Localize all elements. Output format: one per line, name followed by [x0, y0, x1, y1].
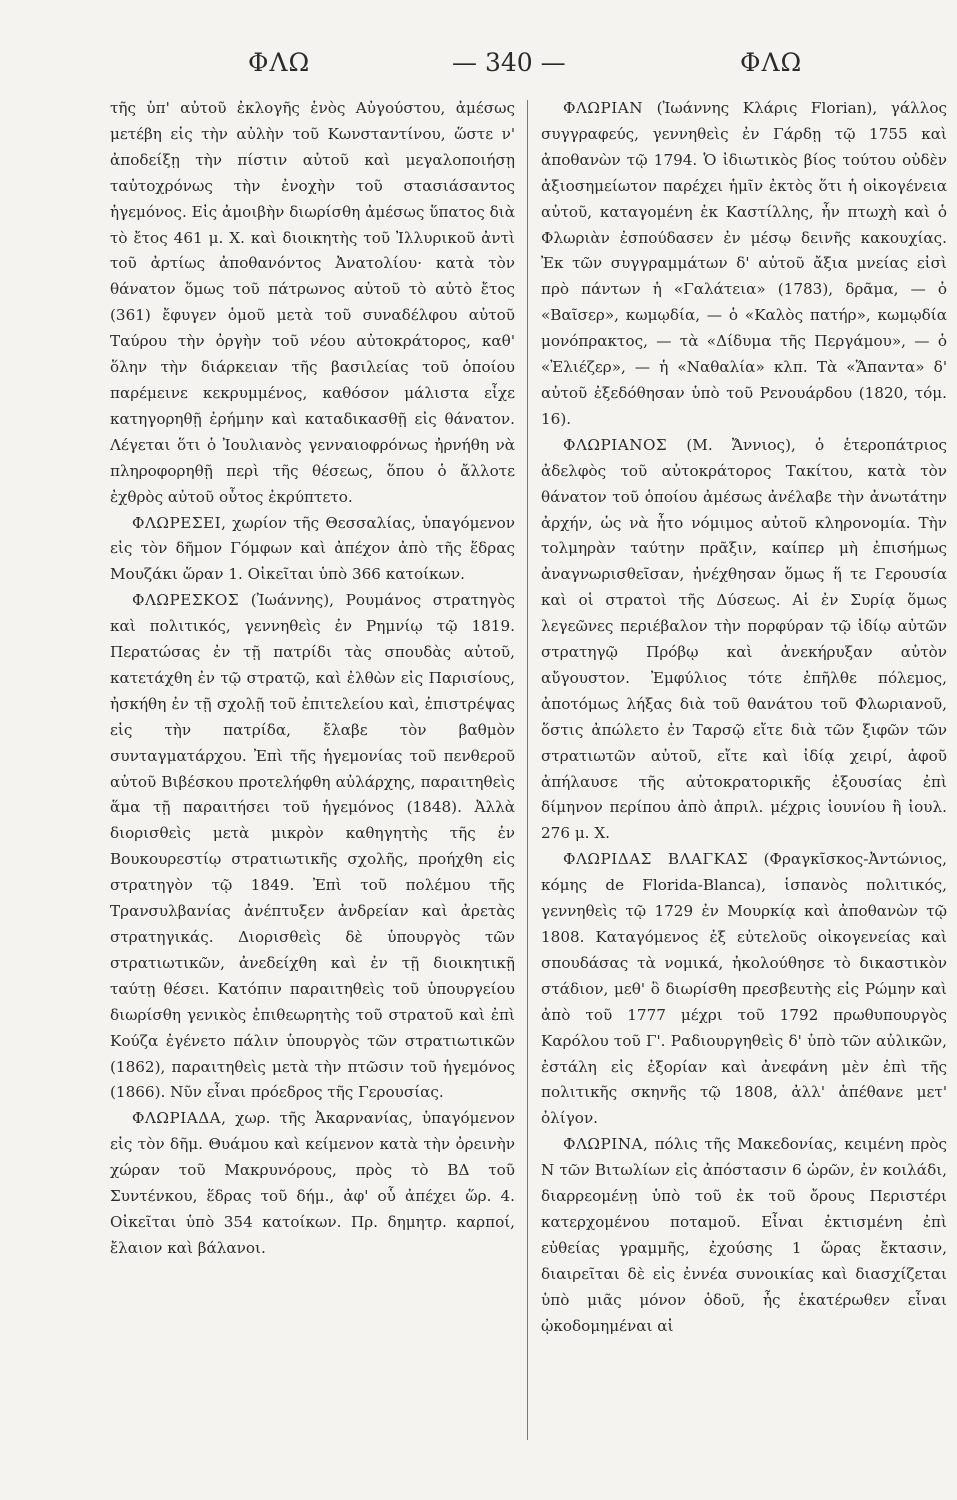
- entry-body: , χωρίον τῆς Θεσσαλίας, ὑπαγόμενον εἰς τὸν δῆμον Γόμφων καὶ ἀπέχον ἀπὸ τῆς ἕδρας Μουζάκι ὥραν 1. Οἰκεῖται ὑπὸ 366 κατοίκων.: [110, 513, 515, 584]
- running-header: [100, 48, 860, 92]
- entry-body: , πόλις τῆς Μακεδονίας, κειμένη πρὸς Ν τῶν Βιτωλίων εἰς ἀπόστασιν 6 ὡρῶν, ἐν κοιλάδι, διαρρεομένῃ ὑπὸ τοῦ ἐκ τοῦ ὄρους Περιστέρι κατερχομένου ποταμοῦ. Εἶναι ἐκτισμένη ἐπὶ εὐθείας γραμμῆς, ἐχούσης 1 ὥρας ἔκτασιν, διαιρεῖται δὲ εἰς ἐννέα συνοικίας καὶ διασχίζεται ὑπὸ μιᾶς μόνον ὁδοῦ, ἧς ἑκατέρωθεν εἶναι ᾠκοδομημέναι αἱ: [541, 1135, 947, 1335]
- entry-florina: [541, 1132, 947, 1339]
- right-running-headword: ΦΛΩ: [740, 48, 803, 77]
- entry-lemma: ΦΛΩΡΙΑΝΟΣ: [563, 435, 668, 454]
- entry-florianos: [541, 433, 947, 848]
- column-divider: [527, 100, 528, 1440]
- entry-body: (Ἰωάννης), Ρουμάνος στρατηγὸς καὶ πολιτικός, γεννηθεὶς ἐν Ρημνίῳ τῷ 1819. Περατώσας ἐν τῇ πατρίδι τὰς σπουδὰς αὐτοῦ, κατετάχθη ἐν τῷ στρατῷ, καὶ ἐλθὼν εἰς Παρισίους, ἠσκήθη ἐν τῇ σχολῇ τοῦ ἐπιτελείου καὶ, ἐπιστρέψας εἰς τὴν πατρίδα, ἔλαβε τὸν βαθμὸν συνταγματάρχου. Ἐπὶ τῆς ἡγεμονίας τοῦ πενθεροῦ αὐτοῦ Βιβέσκου προτελήφθη αὐλάρχης, παραιτηθεὶς ἅμα τῇ παραιτήσει τοῦ ἡγεμόνος (1848). Ἀλλὰ διορισθεὶς μετὰ μικρὸν καθηγητὴς τῆς ἐν Βουκουρεστίῳ στρατιωτικῆς σχολῆς, προήχθη εἰς στρατηγὸν τῷ 1849. Ἐπὶ τοῦ πολέμου τῆς Τρανσυλβανίας ἀνέπτυξεν ἀνδρείαν καὶ ἀρετὰς στρατηγικάς. Διορισθεὶς δὲ ὑπουργὸς τῶν στρατιωτικῶν, ἀνεδείχθη καὶ ἐν τῇ διοικητικῇ ταύτῃ θέσει. Κατόπιν παραιτηθεὶς τοῦ ὑπουργείου διωρίσθη γενικὸς ἐπιθεωρητὴς τοῦ στρατοῦ καὶ ἐπὶ Κούζα ἐγένετο πάλιν ὑπουργὸς τῶν στρατιωτικῶν (1862), παραιτηθεὶς μετὰ τὴν πτῶσιν τοῦ ἡγεμόνος (1866). Νῦν εἶναι πρόεδρος τῆς Γερουσίας.: [110, 591, 515, 1102]
- entry-lemma: ΦΛΩΡΙΑΔΑ: [132, 1109, 222, 1128]
- entry-lemma: ΦΛΩΡΙΝΑ: [563, 1135, 643, 1154]
- entry-body: (Φραγκῖσκος-Ἀντώνιος, κόμης de Florida-Blanca), ἱσπανὸς πολιτικός, γεννηθεὶς τῷ 1729 ἐν Μουρκίᾳ καὶ ἀποθανὼν τῷ 1808. Καταγόμενος ἐξ εὐτελοῦς οἰκογενείας καὶ σπουδάσας τὰ νομικά, ἠκολούθησε τὸ δικαστικὸν στάδιον, μεθ' ὃ διωρίσθη πρεσβευτὴς εἰς Ρώμην καὶ ἀπὸ τοῦ 1777 μέχρι τοῦ 1792 πρωθυπουργὸς Καρόλου τοῦ Γ'. Ραδιουργηθεὶς δ' ὑπὸ τῶν αὐλικῶν, ἐστάλη εἰς ἐξορίαν καὶ ἀνεφάνη μὲν ἐπὶ τῆς πολιτικῆς σκηνῆς τῷ 1808, ἀλλ' ἀπέθανε μετ' ὀλίγον.: [541, 850, 947, 1128]
- left-column: [110, 96, 515, 1262]
- entry-body: , χωρ. τῆς Ἀκαρνανίας, ὑπαγόμενον εἰς τὸν δῆμ. Θυάμου καὶ κείμενον κατὰ τὴν ὀρεινὴν χώραν τοῦ Μακρυνόρους, πρὸς τὸ ΒΔ τοῦ Συντένκου, ἕδρας τοῦ δήμ., ἀφ' οὗ ἀπέχει ὥρ. 4. Οἰκεῖται ὑπὸ 354 κατοίκων. Πρ. δημητρ. καρποί, ἔλαιον καὶ βάλανοι.: [110, 1109, 515, 1257]
- entry-floreskos: [110, 588, 515, 1106]
- entry-lemma: ΦΛΩΡΕΣΕΙ: [132, 513, 222, 532]
- continued-entry-text: τῆς ὑπ' αὐτοῦ ἐκλογῆς ἑνὸς Αὐγούστου, ἀμέσως μετέβη εἰς τὴν αὐλὴν τοῦ Κωνσταντίνου, ὥστε ν' ἀποδείξῃ τὴν πίστιν αὐτοῦ καὶ μεγαλοποιήσῃ ταὐτοχρόνως τὴν ἐνοχὴν τοῦ στασιάσαντος ἡγεμόνος. Εἰς ἀμοιβὴν διωρίσθη ἀμέσως ὕπατος διὰ τὸ ἔτος 461 μ. Χ. καὶ διοικητὴς τοῦ Ἰλλυρικοῦ ἀντὶ τοῦ ἀρτίως ἀποθανόντος Ἀνατολίου· κατὰ τὸν θάνατον ὅμως τοῦ πάτρωνος αὐτοῦ τὸ αὐτὸ ἔτος (361) ἔφυγεν ὁμοῦ μετὰ τοῦ συναδέλφου αὐτοῦ Ταύρου τὴν ὀργὴν τοῦ νέου αὐτοκράτορος, καθ' ὅλην τὴν διάρκειαν τῆς βασιλείας τοῦ ὁποίου παρέμεινε κεκρυμμένος, καθόσον μάλιστα εἶχε κατηγορηθῇ ἐρήμην καὶ καταδικασθῇ εἰς θάνατον. Λέγεται ὅτι ὁ Ἰουλιανὸς γενναιοφρόνως ἠρνήθη νὰ πληροφορηθῇ περὶ τῆς θέσεως, ὅπου ὁ ἄλλοτε ἐχθρὸς αὐτοῦ οὗτος ἐκρύπτετο.: [110, 99, 515, 506]
- entry-floresei: [110, 511, 515, 589]
- entry-florian: [541, 96, 947, 433]
- right-column: [541, 96, 947, 1340]
- entry-body: (Μ. Ἄννιος), ὁ ἑτεροπάτριος ἀδελφὸς τοῦ αὐτοκράτορος Τακίτου, κατὰ τὸν θάνατον τοῦ ὁποίου ἀμέσως ἀνέλαβε τὴν ἀνωτάτην ἀρχήν, ὡς νὰ ἦτο νόμιμος αὐτοῦ κληρονομία. Τὴν τολμηρὰν ταύτην πρᾶξιν, καίπερ μὴ ἐπισήμως ἀναγνωρισθεῖσαν, ἠνέχθησαν ὅμως ἥ τε Γερουσία καὶ οἱ στρατοὶ τῆς Δύσεως. Αἱ ἐν Συρίᾳ ὅμως λεγεῶνες περιέβαλον τὴν πορφύραν τῷ ἰδίῳ αὐτῶν στρατηγῷ Πρόβῳ καὶ ἀνεκήρυξαν αὐτὸν αὔγουστον. Ἐμφύλιος τότε ἐπῆλθε πόλεμος, ἀποτόμως λήξας διὰ τοῦ θανάτου τοῦ Φλωριανοῦ, ὅστις ἀπώλετο ἐν Ταρσῷ εἴτε διὰ τῶν ξιφῶν τῶν στρατιωτῶν αὐτοῦ, εἴτε καὶ ἰδίᾳ χειρί, ἀφοῦ ἀπήλαυσε τῆς αὐτοκρατορικῆς ἐξουσίας ἐπὶ δίμηνον περίπου ἀπὸ ἀπριλ. μέχρις ἰουνίου ἢ ἰουλ. 276 μ. Χ.: [541, 435, 947, 843]
- entry-lemma: ΦΛΩΡΕΣΚΟΣ: [132, 591, 240, 610]
- entry-body: (Ἰωάννης Κλάρις Florian), γάλλος συγγραφεύς, γεννηθεὶς ἐν Γάρδῃ τῷ 1755 καὶ ἀποθανὼν τῷ 1794. Ὁ ἰδιωτικὸς βίος τούτου οὐδὲν ἀξιοσημείωτον παρέχει ἡμῖν ἐκτὸς ὅτι ἡ οἰκογένεια αὐτοῦ, καταγομένη ἐκ Καστίλλης, ἦν πτωχὴ καὶ ὁ Φλωριὰν ἐσπούδασεν ἐν μέσῳ δεινῆς κακουχίας. Ἐκ τῶν συγγραμμάτων δ' αὐτοῦ ἄξια μνείας εἰσὶ πρὸ πάντων ἡ «Γαλάτεια» (1783), δρᾶμα, — ὁ «Βαῖσερ», κωμῳδία, — ὁ «Καλὸς πατήρ», κωμῳδία μονόπρακτος, — τὰ «Δίδυμα τῆς Περγάμου», — ὁ «Ἐλιέζερ», — ἡ «Ναθαλία» κλπ. Τὰ «Ἅπαντα» δ' αὐτοῦ ἐξεδόθησαν ὑπὸ τοῦ Ρενουάρδου (1820, τόμ. 16).: [541, 99, 947, 428]
- entry-lemma: ΦΛΩΡΙΔΑΣ ΒΛΑΓΚΑΣ: [563, 850, 749, 869]
- page-number: — 340 —: [452, 48, 566, 77]
- entry-floridas-vlagkas: [541, 847, 947, 1132]
- left-running-headword: ΦΛΩ: [248, 48, 311, 77]
- entry-lemma: ΦΛΩΡΙΑΝ: [563, 99, 643, 117]
- entry-floriada: [110, 1106, 515, 1261]
